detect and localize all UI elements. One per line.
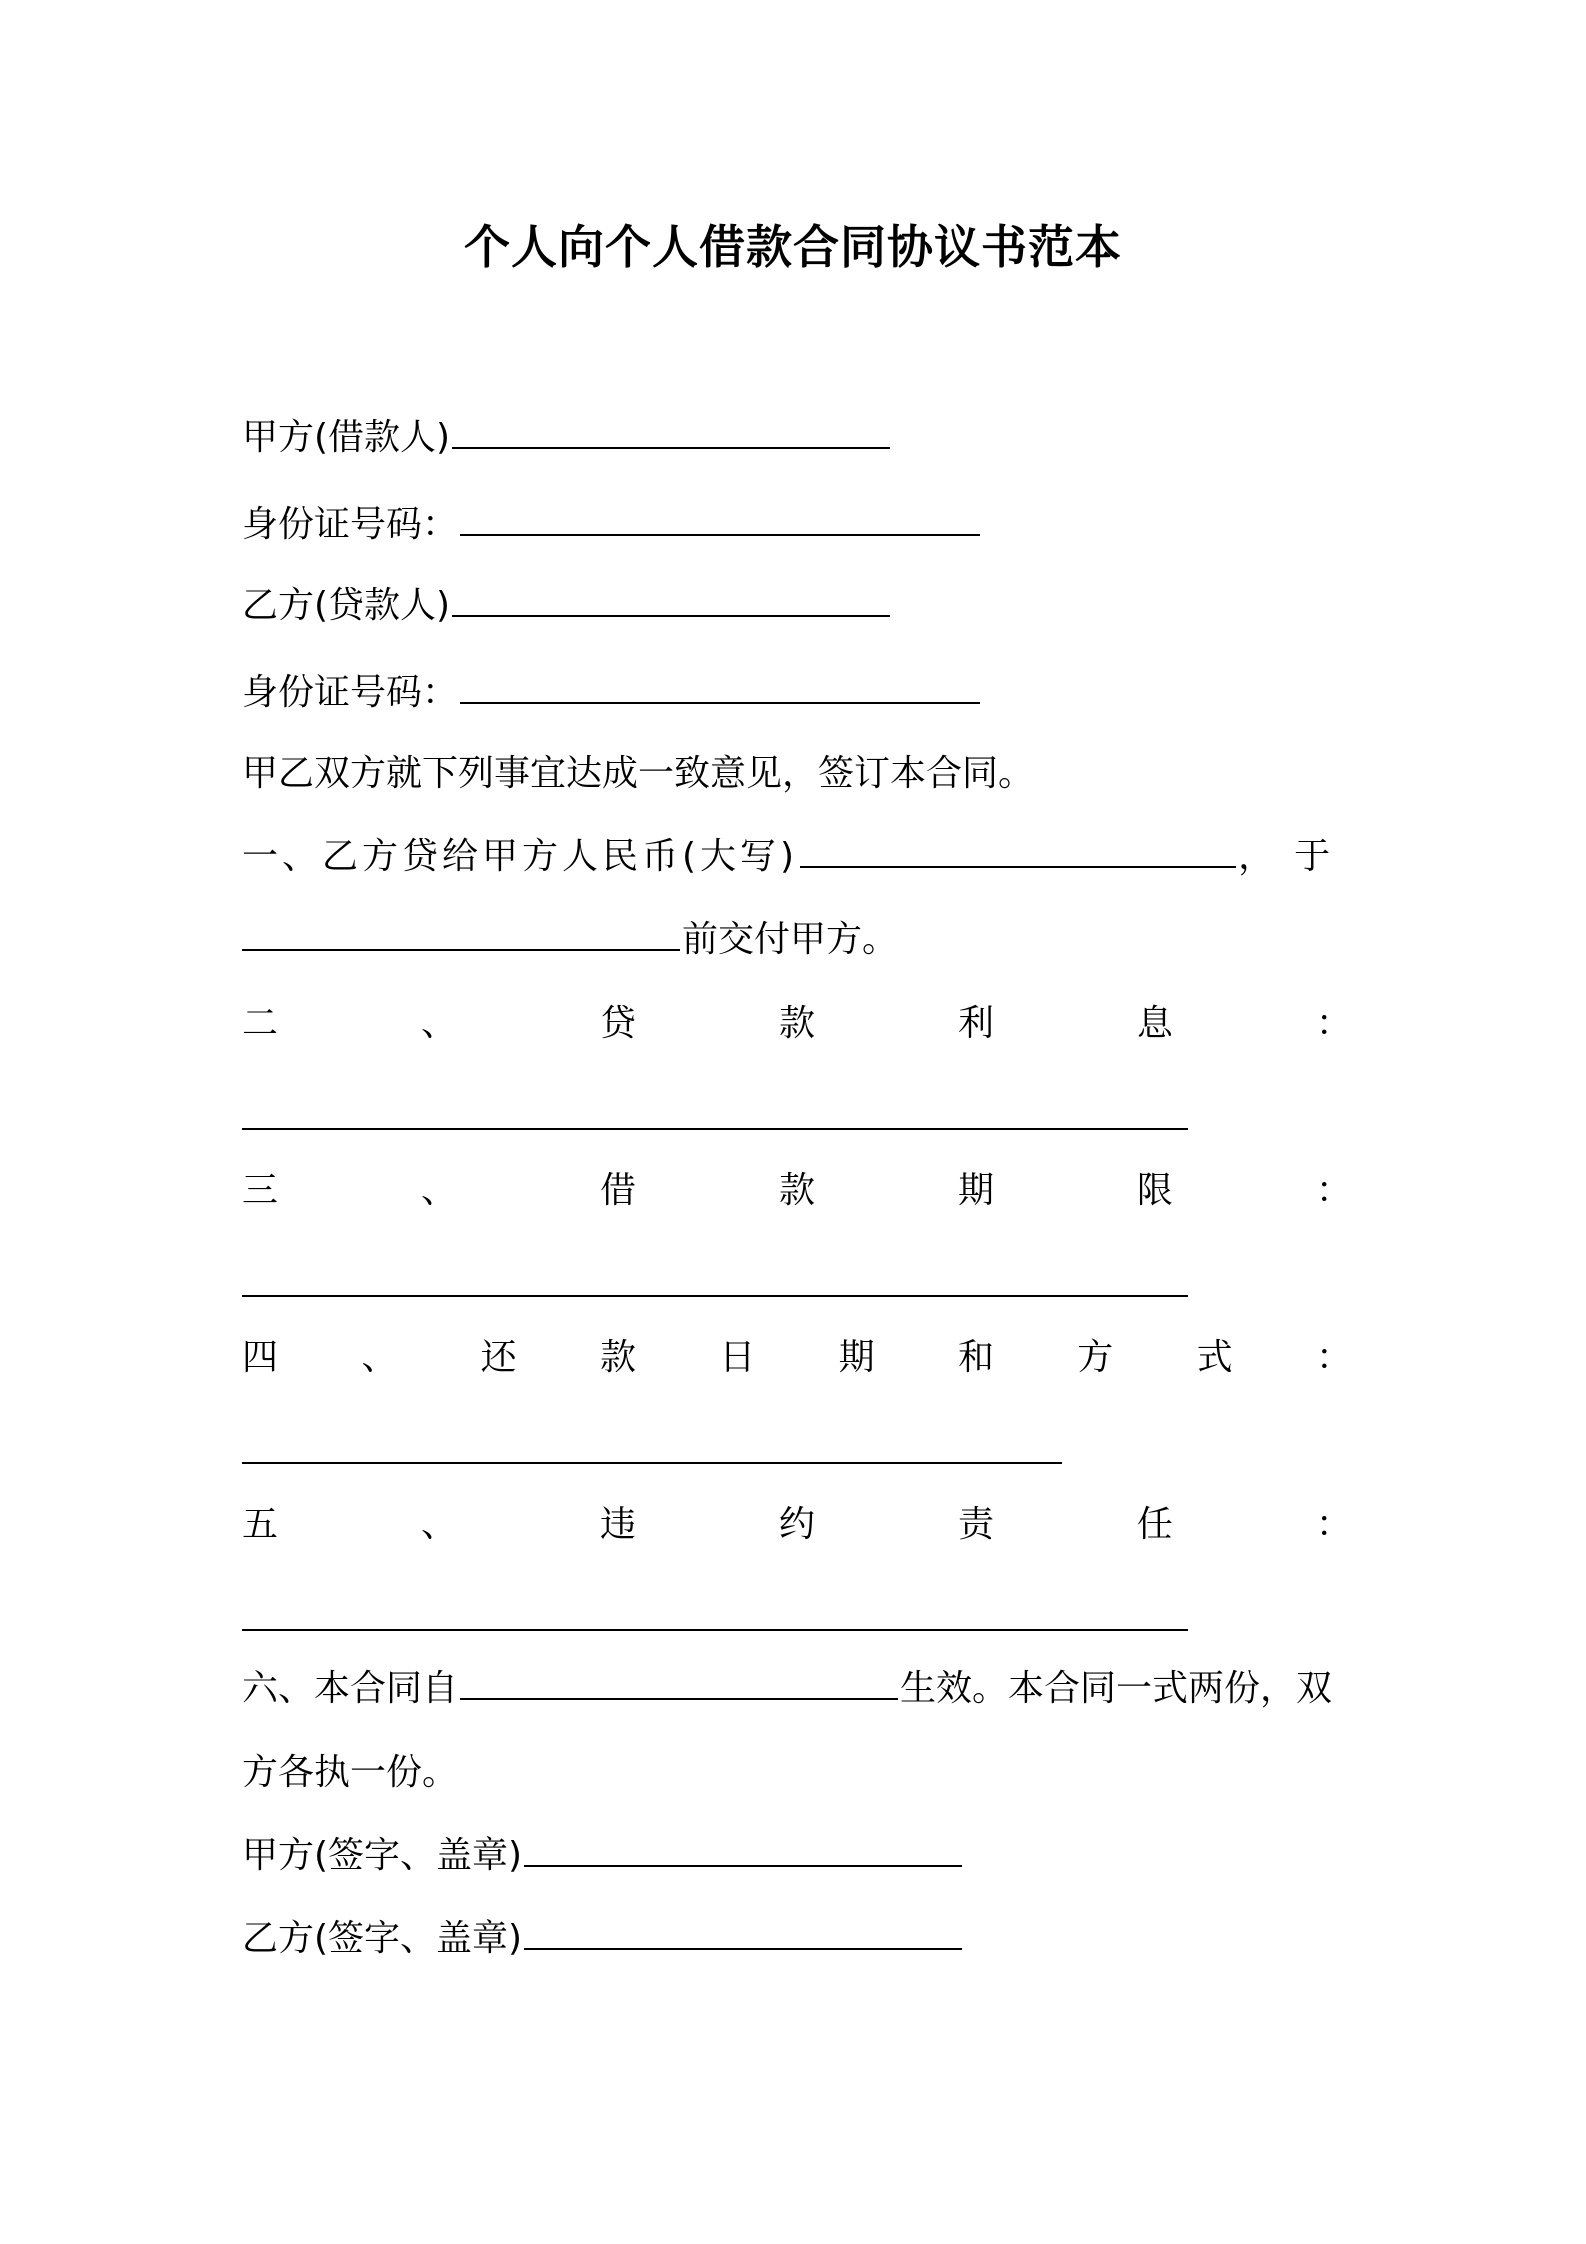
clause-1-date-blank[interactable] — [242, 919, 680, 951]
clause-3-char: ： — [1315, 1170, 1352, 1211]
clause-2-heading — [242, 996, 1352, 1052]
clause-5-char: ： — [1315, 1504, 1352, 1545]
clause-4-heading — [242, 1330, 1352, 1386]
clause-3-blank[interactable] — [242, 1295, 1188, 1297]
clause-3-heading — [242, 1163, 1352, 1219]
signature-b-line — [242, 1911, 964, 1967]
signature-b-label: 乙方(签字、盖章) — [242, 1918, 523, 1959]
clause-4-blank[interactable] — [242, 1462, 1062, 1464]
clause-1-prefix: 一、乙方贷给甲方人民币(大写) — [242, 836, 799, 877]
intro-line: 甲乙双方就下列事宜达成一致意见，签订本合同。 — [242, 753, 1035, 794]
clause-1-suffix: 前交付甲方。 — [682, 919, 899, 960]
clause-5-char: 约 — [778, 1504, 815, 1545]
clause-6-suffix: 生效。本合同一式两份，双 — [900, 1668, 1333, 1709]
clause-4-char: 四 — [242, 1337, 279, 1378]
clause-6-cont-line: 方各执一份。 — [242, 1752, 459, 1793]
party-b-label: 乙方(贷款人) — [242, 585, 451, 626]
clause-3-char: 款 — [778, 1170, 815, 1211]
clause-3-char: 限 — [1136, 1170, 1173, 1211]
signature-a-line — [242, 1828, 964, 1884]
party-a-id-label: 身份证号码： — [242, 504, 459, 545]
party-a-label: 甲方(借款人) — [242, 417, 451, 458]
clause-4-char: 方 — [1077, 1337, 1114, 1378]
clause-4-char: 和 — [957, 1337, 994, 1378]
party-a-id-blank[interactable] — [460, 504, 980, 536]
clause-1-amount-blank[interactable] — [800, 836, 1236, 868]
party-b-id-label: 身份证号码： — [242, 672, 459, 713]
clause-3-char: 期 — [957, 1170, 994, 1211]
party-a-id-line — [242, 497, 982, 553]
clause-6-prefix: 六、本合同自 — [242, 1668, 459, 1709]
party-b-name-blank[interactable] — [452, 585, 890, 617]
clause-4-char: 款 — [599, 1337, 636, 1378]
signature-a-blank[interactable] — [524, 1835, 962, 1867]
signature-b-blank[interactable] — [524, 1918, 962, 1950]
page-title: 个人向个人借款合同协议书范本 — [464, 220, 1122, 274]
clause-1-line — [242, 829, 1350, 885]
clause-5-char: 违 — [599, 1504, 636, 1545]
clause-3-char: 借 — [599, 1170, 636, 1211]
party-b-id-blank[interactable] — [460, 672, 980, 704]
clause-2-char: ： — [1315, 1003, 1352, 1044]
clause-4-char: 还 — [480, 1337, 517, 1378]
clause-2-char: 息 — [1136, 1003, 1173, 1044]
clause-1-cont-line — [242, 912, 898, 968]
clause-2-char: 贷 — [599, 1003, 636, 1044]
clause-4-char: 式 — [1196, 1337, 1233, 1378]
clause-5-char: 、 — [420, 1504, 457, 1545]
clause-3-char: 、 — [420, 1170, 457, 1211]
clause-2-char: 利 — [957, 1003, 994, 1044]
clause-5-blank[interactable] — [242, 1629, 1188, 1631]
clause-2-char: 二 — [242, 1003, 279, 1044]
clause-2-char: 款 — [778, 1003, 815, 1044]
clause-2-char: 、 — [420, 1003, 457, 1044]
clause-4-char: 日 — [719, 1337, 756, 1378]
clause-1-middle: ，于 — [1238, 836, 1351, 877]
party-b-line — [242, 578, 892, 634]
clause-5-char: 五 — [242, 1504, 279, 1545]
clause-5-char: 任 — [1136, 1504, 1173, 1545]
clause-4-char: 期 — [838, 1337, 875, 1378]
clause-2-blank[interactable] — [242, 1128, 1188, 1130]
party-a-name-blank[interactable] — [452, 417, 890, 449]
party-a-line — [242, 410, 892, 466]
party-b-id-line — [242, 665, 982, 721]
clause-4-char: ： — [1315, 1337, 1352, 1378]
clause-5-char: 责 — [957, 1504, 994, 1545]
clause-4-char: 、 — [361, 1337, 398, 1378]
clause-6-date-blank[interactable] — [460, 1668, 898, 1700]
signature-a-label: 甲方(签字、盖章) — [242, 1835, 523, 1876]
clause-5-heading — [242, 1497, 1352, 1553]
clause-3-char: 三 — [242, 1170, 279, 1211]
clause-6-line — [242, 1661, 1332, 1717]
